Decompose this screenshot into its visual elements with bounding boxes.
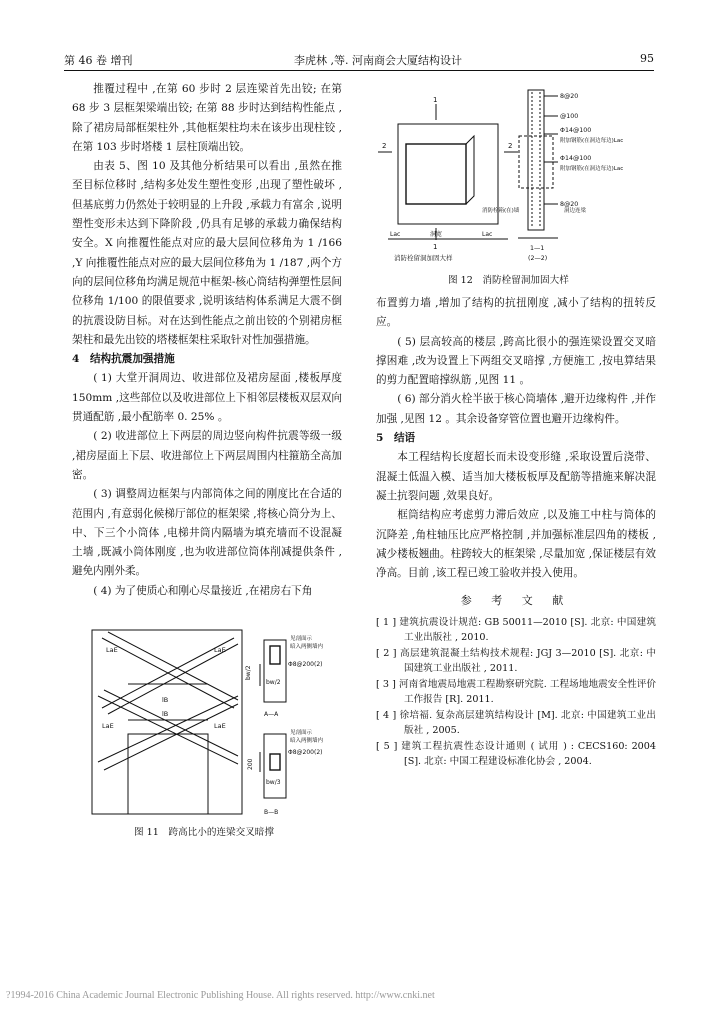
fig11-section-b-title: B—B	[264, 809, 279, 816]
fig11-note: 暗入两侧墙内	[290, 644, 324, 650]
figure-11-caption: 图 11 跨高比小的连梁交叉暗撑	[134, 827, 274, 838]
fig11-dim-label: 200	[247, 758, 254, 770]
fig11-note: 暗入两侧墙内	[290, 738, 324, 744]
paragraph: ( 4) 为了使质心和刚心尽量接近 ,在裙房右下角	[93, 584, 313, 597]
fig12-mark: 2	[508, 142, 513, 150]
fig12-annotation: Φ14@100	[560, 155, 592, 162]
journal-volume: 第 46 卷 增刊	[64, 54, 133, 67]
references-title: 参 考 文 献	[460, 594, 572, 608]
page-number: 95	[640, 52, 654, 65]
reference-item: [ 2 ] 高层建筑混凝土结构技术规程: JGJ 3—2010 [S]. 北京: 中国建筑工业出版社 , 2011.	[376, 647, 656, 675]
fig12-mark: 1	[433, 96, 438, 104]
fig11-opening	[128, 734, 208, 814]
paragraph: ( 1) 大堂开洞周边、收进部位及裙房屋面 ,楼板厚度 150mm ,这些部位以及收进部位上下相邻层楼板双层双向贯通配筋 ,最小配筋率 0. 25% 。	[72, 372, 342, 424]
fig11-note: 见剖面示	[290, 730, 313, 736]
paragraph: 推覆过程中 ,在第 60 步时 2 层连梁首先出铰; 在第 68 步 3 层框架梁端出铰; 在第 88 步时达到结构性能点 ,除了裙房局部框架柱外 ,其他框架柱均未在该步出现柱铰 ,在第 103 步时塔楼 1 层柱顶端出铰。	[72, 83, 342, 153]
fig12-width-label: 洞宽	[430, 231, 443, 238]
fig11-section-a-bars	[270, 646, 280, 664]
fig11-lae-label: LaE	[106, 646, 118, 654]
right-column	[376, 294, 656, 770]
fig11-dim-label: bw/3	[266, 779, 281, 786]
running-header	[64, 52, 654, 68]
fig12-opening	[406, 144, 466, 204]
fig12-section-title: 1—1	[530, 245, 545, 252]
paragraph: ( 2) 收进部位上下两层的周边竖向构件抗震等级一级 ,裙房屋面上下层、收进部位上下两层周围内柱箍筋全高加密。	[72, 430, 342, 481]
fig11-lb-label: lB	[162, 696, 169, 704]
fig11-section-a-title: A—A	[264, 711, 279, 718]
fig12-lac-label: Lac	[482, 231, 493, 238]
fig12-plan-title: 消防栓留洞加固大样	[394, 254, 453, 262]
fig11-lb-label: lB	[162, 710, 169, 718]
paragraph: 由表 5、图 10 及其他分析结果可以看出 ,虽然在推至目标位移时 ,结构多处发生塑性变形 ,出现了塑性破坏 ,但基底剪力仍然处于较明显的上升段 ,承载力有富余 ,说明塑性变形未达到下降阶段 ,仍具有足够的承载力确保结构安全。X 向推覆性能点对应的最大层间位移角为 1 /166 ,Y 向推覆性能点对应的最大层间位移角为 1 /187 ,两个方向的层间位移角均满足规范中框架-核心筒结构弹塑性层间位移角 1/100 的限值要求 ,说明该结构体系满足大震不倒的抗震设防目标。对在达到性能点之前出铰的个别裙房框架柱和最先出铰的塔楼框架柱采取针对性加强措施。	[72, 160, 342, 346]
fig11-section-a	[260, 640, 286, 702]
fig11-note: 见剖面示	[290, 636, 313, 642]
reference-item: [ 5 ] 建筑工程抗震性态设计通则 ( 试用 ) : CECS160: 2004 [S]. 北京: 中国工程建设标准化协会 , 2004.	[376, 740, 656, 768]
reference-item: [ 4 ] 徐培福. 复杂高层建筑结构设计 [M]. 北京: 中国建筑工业出版社 , 2005.	[376, 709, 656, 737]
figure-12-caption: 图 12 消防栓留洞加固大样	[448, 275, 569, 286]
figure-12-drawing	[378, 84, 656, 264]
fig12-section-subtitle: (2—2)	[528, 255, 548, 262]
fig12-note: 消防栓箱(在)墙	[482, 208, 520, 214]
fig12-annotation: 附加钢筋(在洞边每边)Lac	[560, 166, 624, 172]
fig12-plan-view	[378, 104, 518, 240]
fig11-lae-label: LaE	[214, 722, 226, 730]
paragraph: ( 3) 调整周边框架与内部筒体之间的刚度比在合适的范围内 ,有意弱化候梯厅部位的框架梁 ,将核心筒分为上、中、下三个小筒体 ,电梯井筒内隔墙为填充墙而不设混凝土墙 ,既减小筒体刚度 ,也为收进部位筒体削减提供条件 ,避免内刚外柔。	[72, 488, 342, 578]
section-heading: 5 结语	[376, 432, 416, 445]
fig12-mark: 1	[433, 243, 438, 251]
figure-11-drawing	[88, 624, 348, 820]
fig11-lae-label: LaE	[102, 722, 114, 730]
fig11-section-b-bars	[270, 754, 280, 770]
paragraph: 框筒结构应考虑剪力滞后效应 ,以及施工中柱与筒体的沉降差 ,角柱轴压比应严格控制 ,并加强标准层四角的楼板 ,减少楼板翘曲。柱跨较大的框架梁 ,尽量加宽 ,保证楼层有效净高。目前 ,该工程已竣工验收并投入使用。	[376, 509, 656, 580]
fig12-mark: 2	[382, 142, 387, 150]
fig11-section-a-outline	[264, 640, 286, 702]
fig12-opening-depth	[466, 136, 474, 204]
paragraph: 布置剪力墙 ,增加了结构的抗扭刚度 ,减小了结构的扭转反应。	[376, 297, 656, 329]
fig12-lac-label: Lac	[390, 231, 401, 238]
fig11-section-b-outline	[264, 734, 286, 798]
section-heading: 4 结构抗震加强措施	[72, 353, 175, 366]
fig11-dim-label: bw/2	[266, 679, 281, 686]
header-rule	[64, 70, 654, 71]
paragraph: ( 6) 部分消火栓半嵌于核心筒墙体 ,避开边缘构件 ,并作加强 ,见图 12 。其余设备穿管位置也避开边缘构件。	[376, 393, 656, 425]
fig12-wall-section	[528, 90, 544, 230]
fig12-annotation: Φ14@100	[560, 127, 592, 134]
fig11-section-b	[260, 734, 286, 798]
fig12-note: 洞边连梁	[564, 208, 587, 214]
reference-item: [ 3 ] 河南省地震局地震工程勘察研究院. 工程场地地震安全性评价工作报告 [R]. 2011.	[376, 678, 656, 706]
article-running-title: 李虎林 ,等. 河南商会大厦结构设计	[294, 54, 462, 67]
fig11-ties-label: Φ8@200(2)	[288, 749, 323, 756]
fig12-annotation: 8@20	[560, 201, 579, 208]
fig11-dim-label: bw/2	[245, 665, 252, 680]
paragraph: 本工程结构长度超长而未设变形缝 ,采取设置后浇带、混凝土低温入模、适当加大楼板板厚及配筋等措施来解决混凝土抗裂问题 ,效果良好。	[376, 451, 656, 502]
fig11-lae-label: LaE	[214, 646, 226, 654]
reference-item: [ 1 ] 建筑抗震设计规范: GB 50011—2010 [S]. 北京: 中国建筑工业出版社 , 2010.	[376, 616, 656, 644]
fig12-annotation: 附加钢筋(在洞边每边)Lac	[560, 138, 624, 144]
paragraph: ( 5) 层高较高的楼层 ,跨高比很小的强连梁设置交叉暗撑困难 ,改为设置上下两组交叉暗撑 ,方便施工 ,按电算结果的剪力配置暗撑纵筋 ,见图 11 。	[376, 335, 656, 387]
fig12-annotation: @100	[560, 113, 579, 120]
left-column	[72, 80, 342, 601]
fig12-section-view	[518, 90, 558, 238]
copyright-footer: ?1994-2016 China Academic Journal Electronic Publishing House. All rights reserved. http://www.cnki.net	[6, 990, 435, 1001]
fig11-ties-label: Φ8@200(2)	[288, 661, 323, 668]
fig11-upper-braces	[102, 632, 238, 714]
fig12-annotation: 8@20	[560, 93, 579, 100]
